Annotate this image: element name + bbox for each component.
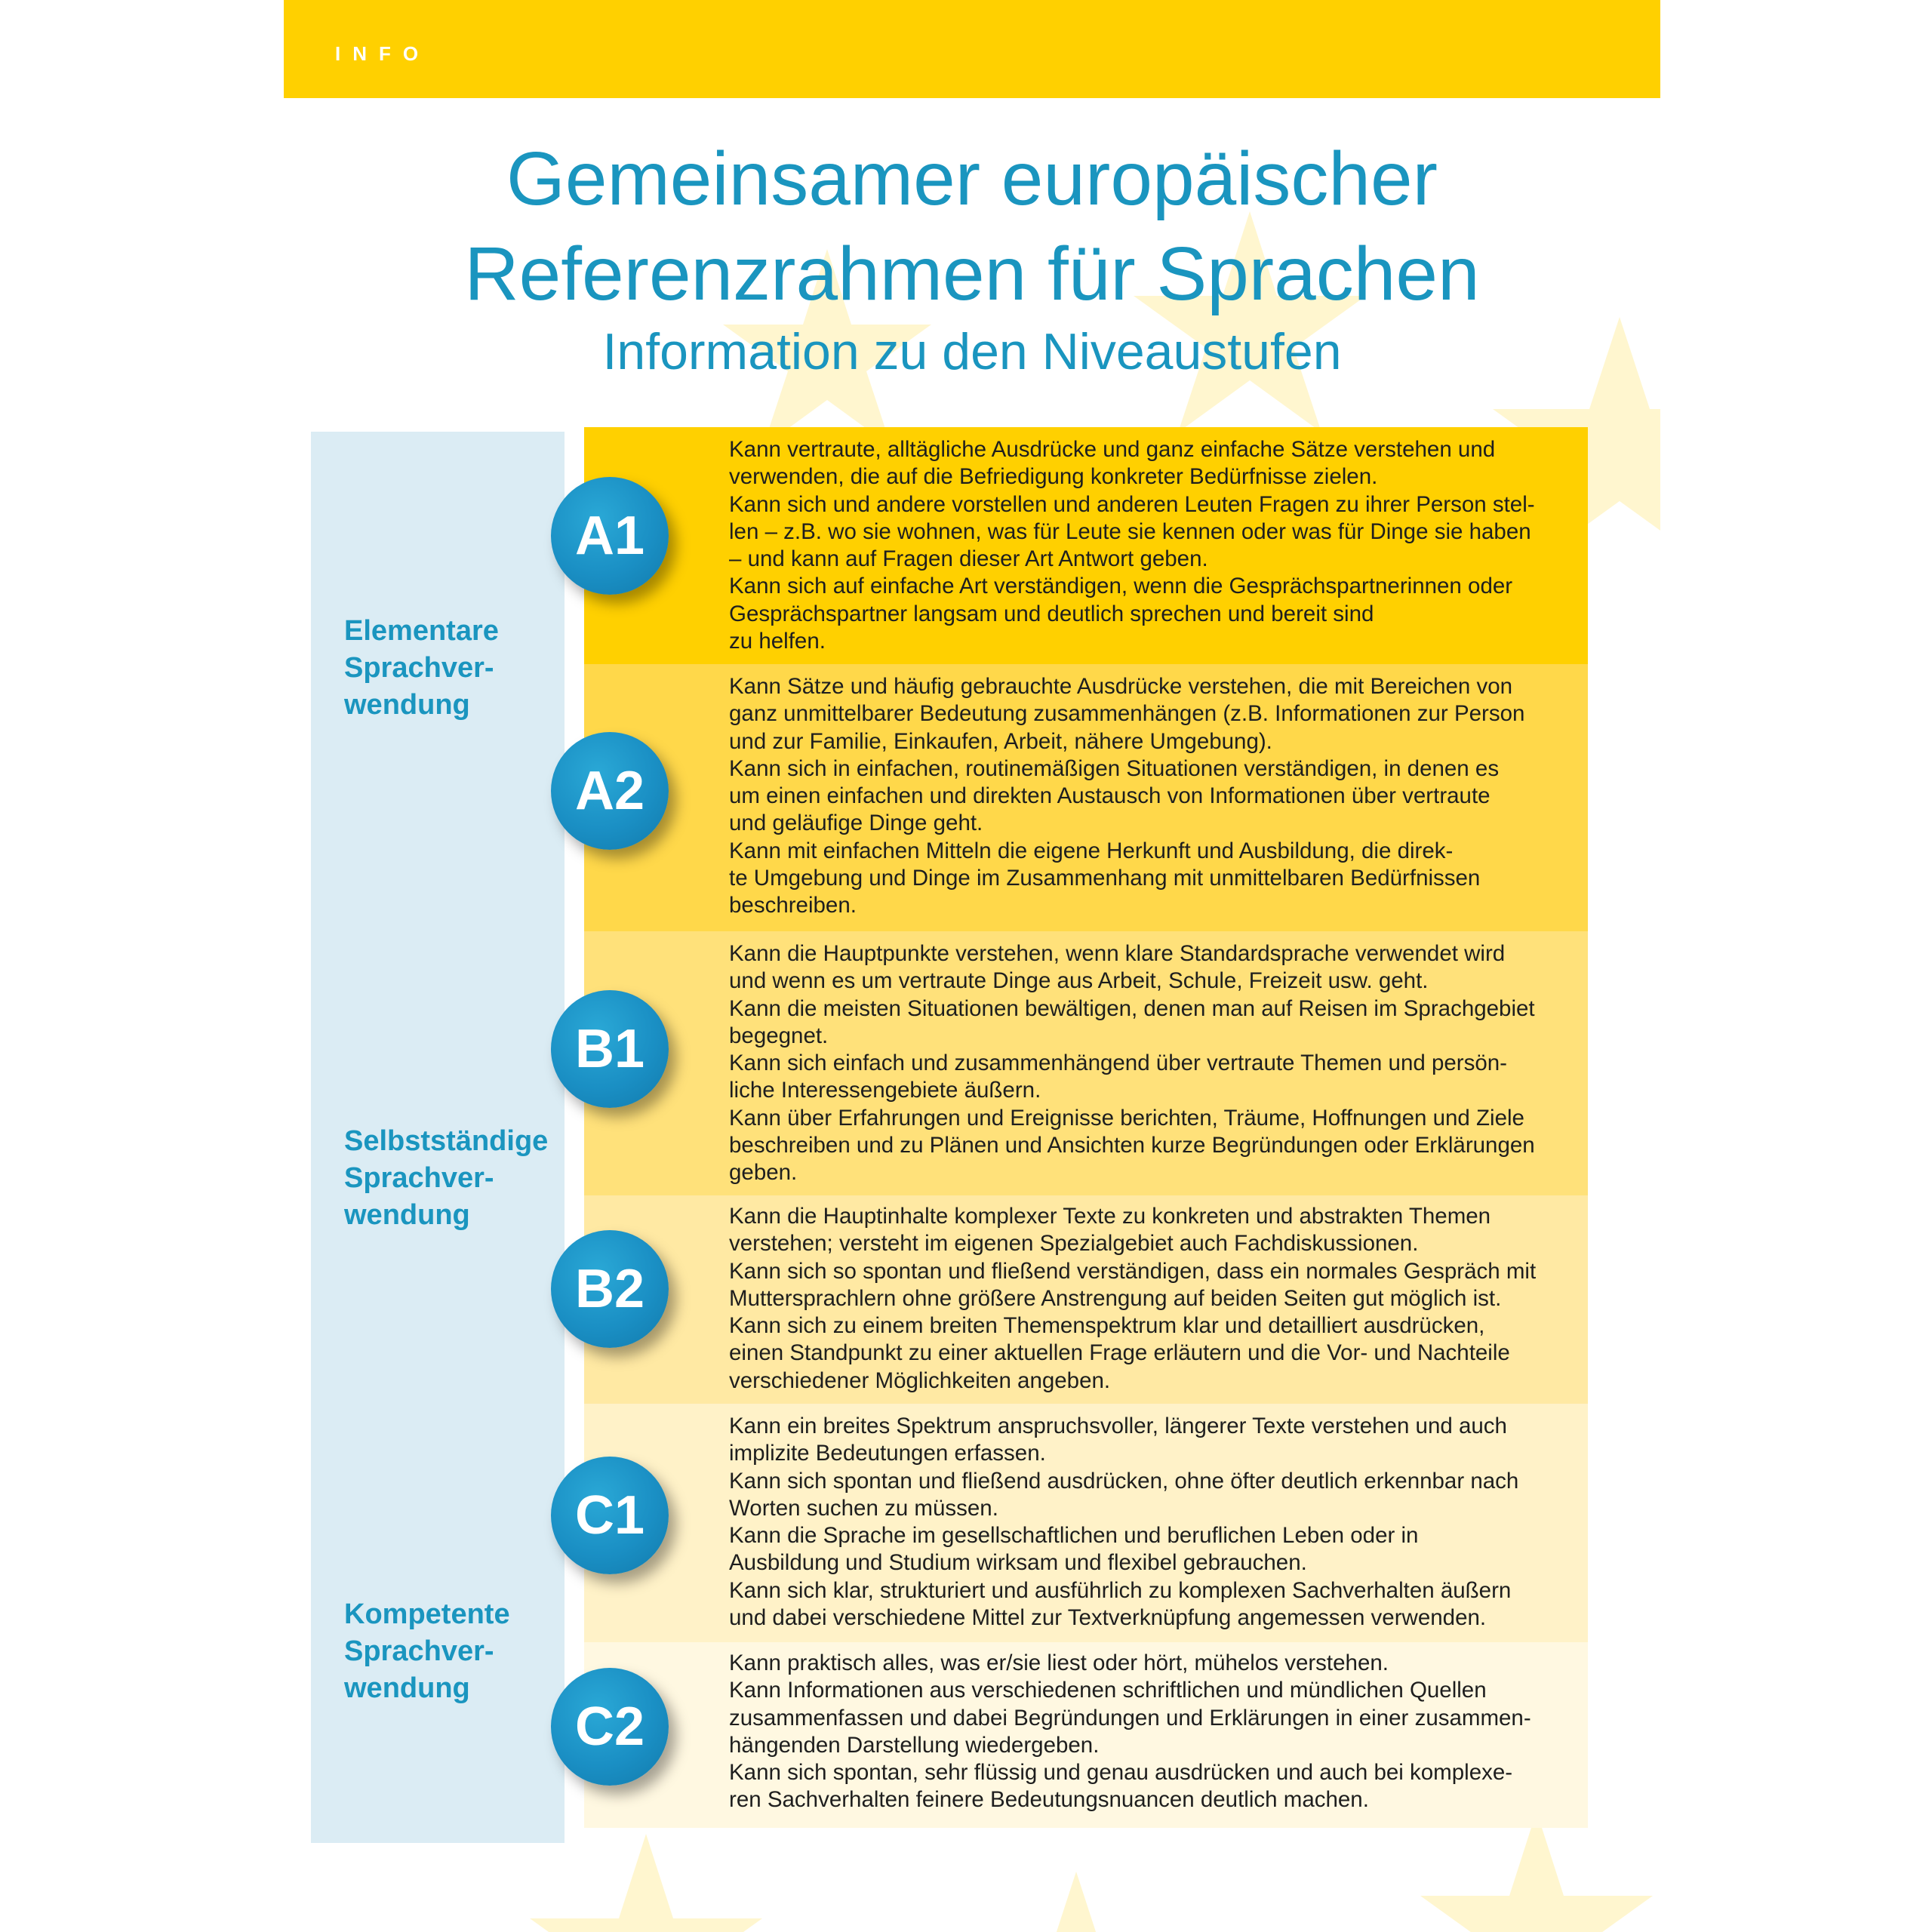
level-badge-c1: C1	[551, 1457, 669, 1574]
star-shape	[980, 1872, 1173, 1932]
level-badge-a1: A1	[551, 477, 669, 595]
level-row-a1	[584, 427, 1588, 664]
level-row-a2	[584, 664, 1588, 931]
level-row-c2	[584, 1642, 1588, 1828]
document-page	[284, 0, 1660, 1932]
group-label-elementary: Elementare Sprachver- wendung	[344, 615, 499, 721]
group-label-proficient: Kompetente Sprachver- wendung	[344, 1598, 510, 1704]
level-row-b2	[584, 1195, 1588, 1404]
group-label-independent: Selbstständige Sprachver- wendung	[344, 1125, 549, 1231]
level-description: Kann die Hauptpunkte verstehen, wenn klare Standardsprache verwendet wird und wenn es um vertraute Dinge aus Arbeit, Schule, Freizeit usw. geht. Kann die meisten Situationen bewältigen, denen man auf Reisen im Sprachgebiet begegnet. Kann sich einfach und zusammenhängend über vertraute Themen und persön- liche Interessengebiete äußern. Kann über Erfahrungen und Ereignisse berichten, Träume, Hoffnungen und Ziele beschreiben und zu Plänen und Ansichten kurze Begründungen oder Erklärungen geben.	[729, 941, 1535, 1186]
level-badge-b2: B2	[551, 1230, 669, 1348]
header-bar	[284, 0, 1660, 98]
level-description: Kann die Hauptinhalte komplexer Texte zu konkreten und abstrakten Themen verstehen; versteht im eigenen Spezialgebiet auch Fachdiskussionen. Kann sich so spontan und fließend verständigen, dass ein normales Gespräch mit Muttersprachlern ohne größere Anstrengung auf beiden Seiten gut möglich ist. Kann sich zu einem breiten Themenspektrum klar und detailliert ausdrücken, einen Standpunkt zu einer aktuellen Frage erläutern und die Vor- und Nachteile verschiedener Möglichkeiten angeben.	[729, 1204, 1537, 1393]
star-shape	[1420, 1811, 1653, 1932]
level-badge-b1: B1	[551, 990, 669, 1108]
level-badge-c2: C2	[551, 1668, 669, 1786]
level-row-b1	[584, 931, 1588, 1195]
level-badge-a2: A2	[551, 732, 669, 850]
title-line-2: Referenzrahmen für Sprachen	[464, 232, 1480, 316]
level-row-c1	[584, 1404, 1588, 1642]
title-line-1: Gemeinsamer europäischer	[506, 137, 1438, 221]
level-description: Kann Sätze und häufig gebrauchte Ausdrücke verstehen, die mit Bereichen von ganz unmittelbarer Bedeutung zusammenhängen (z.B. Informationen zur Person und zur Familie, Einkaufen, Arbeit, nähere Umgebung). Kann sich in einfachen, routinemäßigen Situationen verständigen, in denen es um einen einfachen und direkten Austausch von Informationen über vertraute und geläufige Dinge geht. Kann mit einfachen Mitteln die eigene Herkunft und Ausbildung, die direk- te Umgebung und Dinge im Zusammenhang mit unmittelbaren Bedürfnissen beschreiben.	[729, 674, 1525, 918]
level-description: Kann vertraute, alltägliche Ausdrücke und ganz einfache Sätze verstehen und verwenden, die auf die Befriedigung konkreter Bedürfnisse zielen. Kann sich und andere vorstellen und anderen Leuten Fragen zu ihrer Person stel- len – z.B. wo sie wohnen, was für Leute sie kennen oder was für Dinge sie haben – und kann auf Fragen dieser Art Antwort geben. Kann sich auf einfache Art verständigen, wenn die Gesprächspartnerinnen oder Gesprächspartner langsam und deutlich sprechen und bereit sind zu helfen.	[729, 437, 1535, 654]
level-description: Kann ein breites Spektrum anspruchsvoller, längerer Texte verstehen und auch implizite Bedeutungen erfassen. Kann sich spontan und fließend ausdrücken, ohne öfter deutlich erkennbar nach Worten suchen zu müssen. Kann die Sprache im gesellschaftlichen und beruflichen Leben oder in Ausbildung und Studium wirksam und flexibel gebrauchen. Kann sich klar, strukturiert und ausführlich zu komplexen Sachverhalten äußern und dabei verschiedene Mittel zur Textverknüpfung angemessen verwenden.	[729, 1414, 1519, 1631]
info-label: INFO	[335, 42, 431, 65]
star-shape	[530, 1834, 762, 1932]
level-description: Kann praktisch alles, was er/sie liest oder hört, mühelos verstehen. Kann Informationen aus verschiedenen schriftlichen und mündlichen Quellen zusammenfassen und dabei Begründungen und Erklärungen in einer zusammen- hängenden Darstellung wiedergeben. Kann sich spontan, sehr flüssig und genau ausdrücken und auch bei komplexe- ren Sachverhalten feinere Bedeutungsnuancen deutlich machen.	[729, 1651, 1531, 1813]
subtitle: Information zu den Niveaustufen	[602, 323, 1342, 380]
